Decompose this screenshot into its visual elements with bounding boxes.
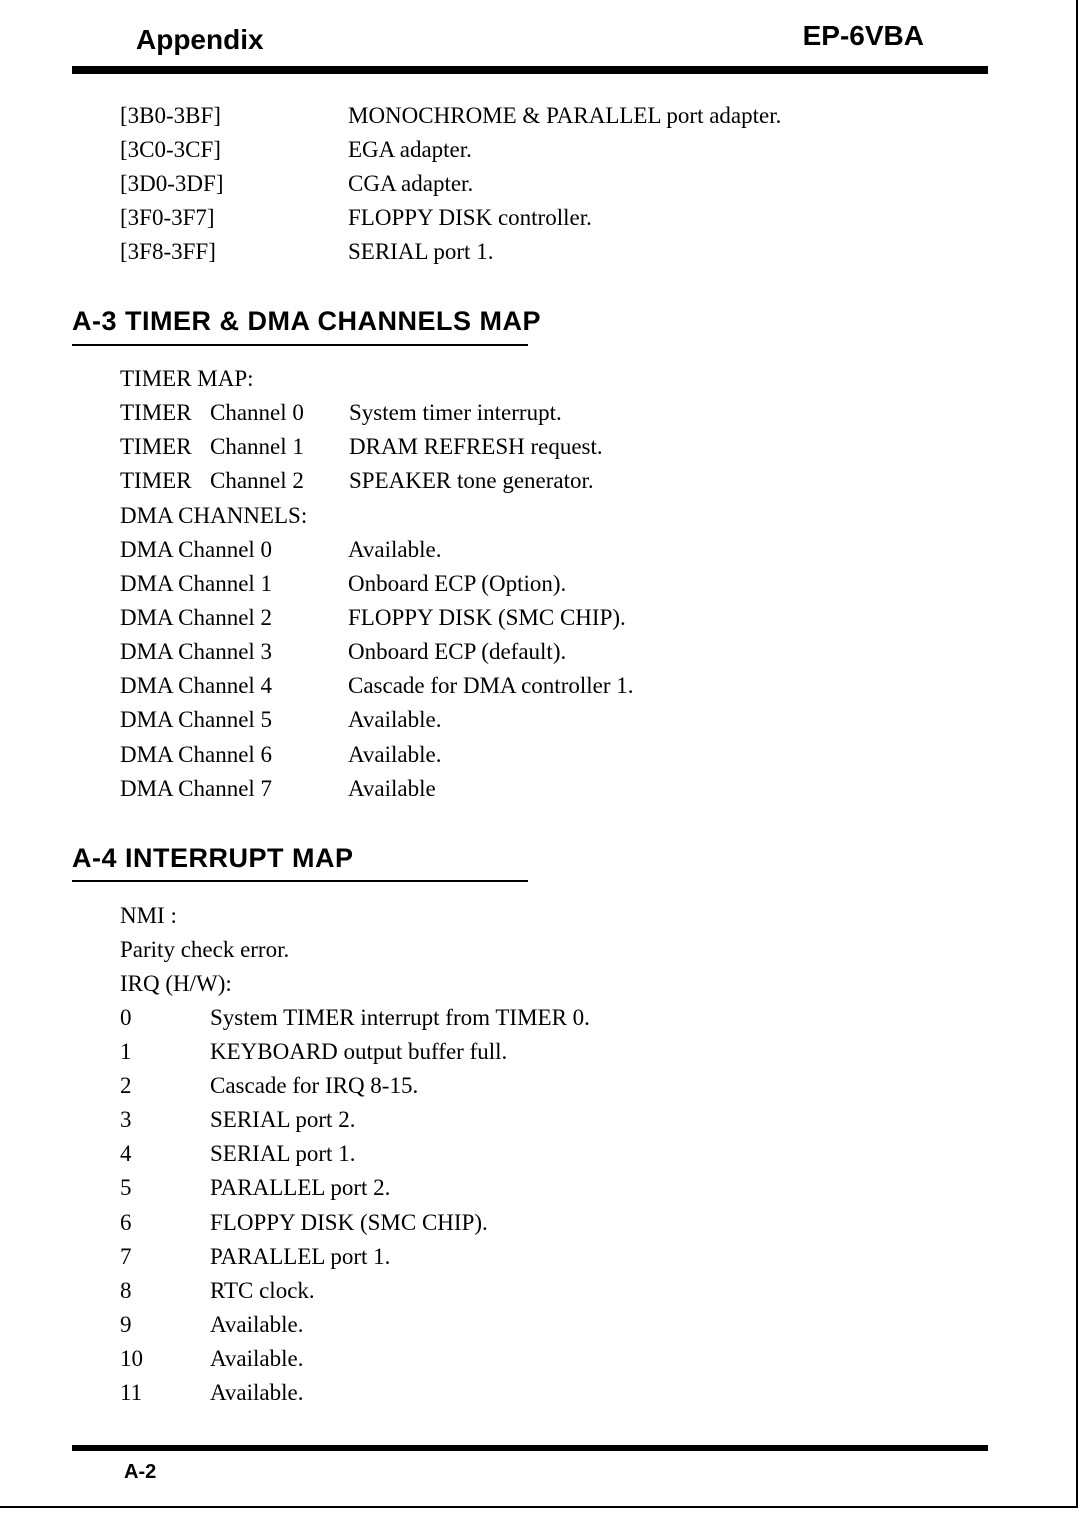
irq-heading: IRQ (H/W): xyxy=(120,971,232,996)
irq-row xyxy=(0,1137,1000,1171)
irq-desc: SERIAL port 1. xyxy=(210,1141,356,1166)
irq-row xyxy=(0,1240,1000,1274)
dma-row xyxy=(0,635,1000,669)
irq-desc: System TIMER interrupt from TIMER 0. xyxy=(210,1005,590,1030)
dma-channel: DMA Channel 4 xyxy=(120,673,273,698)
irq-number: 7 xyxy=(120,1244,132,1269)
irq-number: 3 xyxy=(120,1107,132,1132)
dma-channel: DMA Channel 2 xyxy=(120,605,273,630)
section-a4-underline xyxy=(72,880,528,882)
irq-desc: Available. xyxy=(210,1346,304,1371)
irq-desc: PARALLEL port 2. xyxy=(210,1175,391,1200)
dma-channels-heading: DMA CHANNELS: xyxy=(120,503,308,528)
dma-row xyxy=(0,567,1000,601)
irq-row xyxy=(0,1069,1000,1103)
io-range: [3F8-3FF] xyxy=(120,239,216,264)
timer-row xyxy=(0,464,1000,498)
dma-row xyxy=(0,533,1000,567)
irq-desc: PARALLEL port 1. xyxy=(210,1244,391,1269)
irq-number: 1 xyxy=(120,1039,132,1064)
section-a3-title: A-3 TIMER & DMA CHANNELS MAP xyxy=(72,306,541,336)
timer-device: TIMER xyxy=(120,434,192,459)
timer-row xyxy=(0,396,1000,430)
dma-desc: Available. xyxy=(348,707,442,732)
dma-desc: Onboard ECP (Option). xyxy=(348,571,567,596)
dma-channel: DMA Channel 0 xyxy=(120,537,273,562)
dma-desc: Onboard ECP (default). xyxy=(348,639,567,664)
io-desc: MONOCHROME & PARALLEL port adapter. xyxy=(348,103,782,128)
page-number: A-2 xyxy=(124,1461,157,1483)
dma-row xyxy=(0,772,1000,806)
timer-desc: System timer interrupt. xyxy=(349,400,562,425)
dma-row xyxy=(0,738,1000,772)
section-a3-underline xyxy=(72,344,528,346)
irq-row xyxy=(0,1308,1000,1342)
irq-number: 4 xyxy=(120,1141,132,1166)
dma-row xyxy=(0,601,1000,635)
io-desc: EGA adapter. xyxy=(348,137,472,162)
irq-number: 5 xyxy=(120,1175,132,1200)
timer-desc: DRAM REFRESH request. xyxy=(349,434,603,459)
io-range: [3B0-3BF] xyxy=(120,103,221,128)
irq-row xyxy=(0,1103,1000,1137)
nmi-description: Parity check error. xyxy=(120,937,290,962)
dma-desc: Available xyxy=(348,776,436,801)
irq-number: 0 xyxy=(120,1005,132,1030)
dma-desc: Cascade for DMA controller 1. xyxy=(348,673,634,698)
timer-channel: Channel 1 xyxy=(210,434,304,459)
header-section-title: Appendix xyxy=(136,24,264,55)
footer-rule xyxy=(72,1445,988,1451)
irq-row xyxy=(0,1035,1000,1069)
dma-row xyxy=(0,703,1000,737)
timer-map-heading: TIMER MAP: xyxy=(120,366,254,391)
io-range: [3C0-3CF] xyxy=(120,137,221,162)
dma-channel: DMA Channel 3 xyxy=(120,639,273,664)
irq-row xyxy=(0,1376,1000,1410)
timer-device: TIMER xyxy=(120,400,192,425)
dma-channel: DMA Channel 7 xyxy=(120,776,273,801)
dma-desc: FLOPPY DISK (SMC CHIP). xyxy=(348,605,626,630)
nmi-heading: NMI : xyxy=(120,903,177,928)
irq-number: 6 xyxy=(120,1210,132,1235)
dma-channel: DMA Channel 6 xyxy=(120,742,273,767)
timer-row xyxy=(0,430,1000,464)
irq-row xyxy=(0,1342,1000,1376)
irq-number: 10 xyxy=(120,1346,143,1371)
irq-row xyxy=(0,1206,1000,1240)
io-desc: CGA adapter. xyxy=(348,171,474,196)
irq-desc: Cascade for IRQ 8-15. xyxy=(210,1073,419,1098)
dma-desc: Available. xyxy=(348,742,442,767)
irq-number: 11 xyxy=(120,1380,143,1405)
timer-channel: Channel 0 xyxy=(210,400,304,425)
io-desc: FLOPPY DISK controller. xyxy=(348,205,592,230)
io-range: [3D0-3DF] xyxy=(120,171,224,196)
header-rule xyxy=(72,66,988,74)
irq-row xyxy=(0,1001,1000,1035)
section-a4-title: A-4 INTERRUPT MAP xyxy=(72,843,354,873)
irq-number: 2 xyxy=(120,1073,132,1098)
timer-channel: Channel 2 xyxy=(210,468,304,493)
irq-number: 9 xyxy=(120,1312,132,1337)
irq-desc: SERIAL port 2. xyxy=(210,1107,356,1132)
irq-desc: RTC clock. xyxy=(210,1278,315,1303)
io-range: [3F0-3F7] xyxy=(120,205,215,230)
irq-row xyxy=(0,1274,1000,1308)
irq-desc: KEYBOARD output buffer full. xyxy=(210,1039,508,1064)
header-model-name: EP-6VBA xyxy=(802,20,924,51)
io-desc: SERIAL port 1. xyxy=(348,239,494,264)
dma-row xyxy=(0,669,1000,703)
dma-channel: DMA Channel 1 xyxy=(120,571,273,596)
irq-desc: FLOPPY DISK (SMC CHIP). xyxy=(210,1210,488,1235)
dma-channel: DMA Channel 5 xyxy=(120,707,273,732)
irq-desc: Available. xyxy=(210,1312,304,1337)
irq-number: 8 xyxy=(120,1278,132,1303)
irq-desc: Available. xyxy=(210,1380,304,1405)
dma-desc: Available. xyxy=(348,537,442,562)
timer-device: TIMER xyxy=(120,468,192,493)
irq-row xyxy=(0,1171,1000,1205)
timer-desc: SPEAKER tone generator. xyxy=(349,468,594,493)
